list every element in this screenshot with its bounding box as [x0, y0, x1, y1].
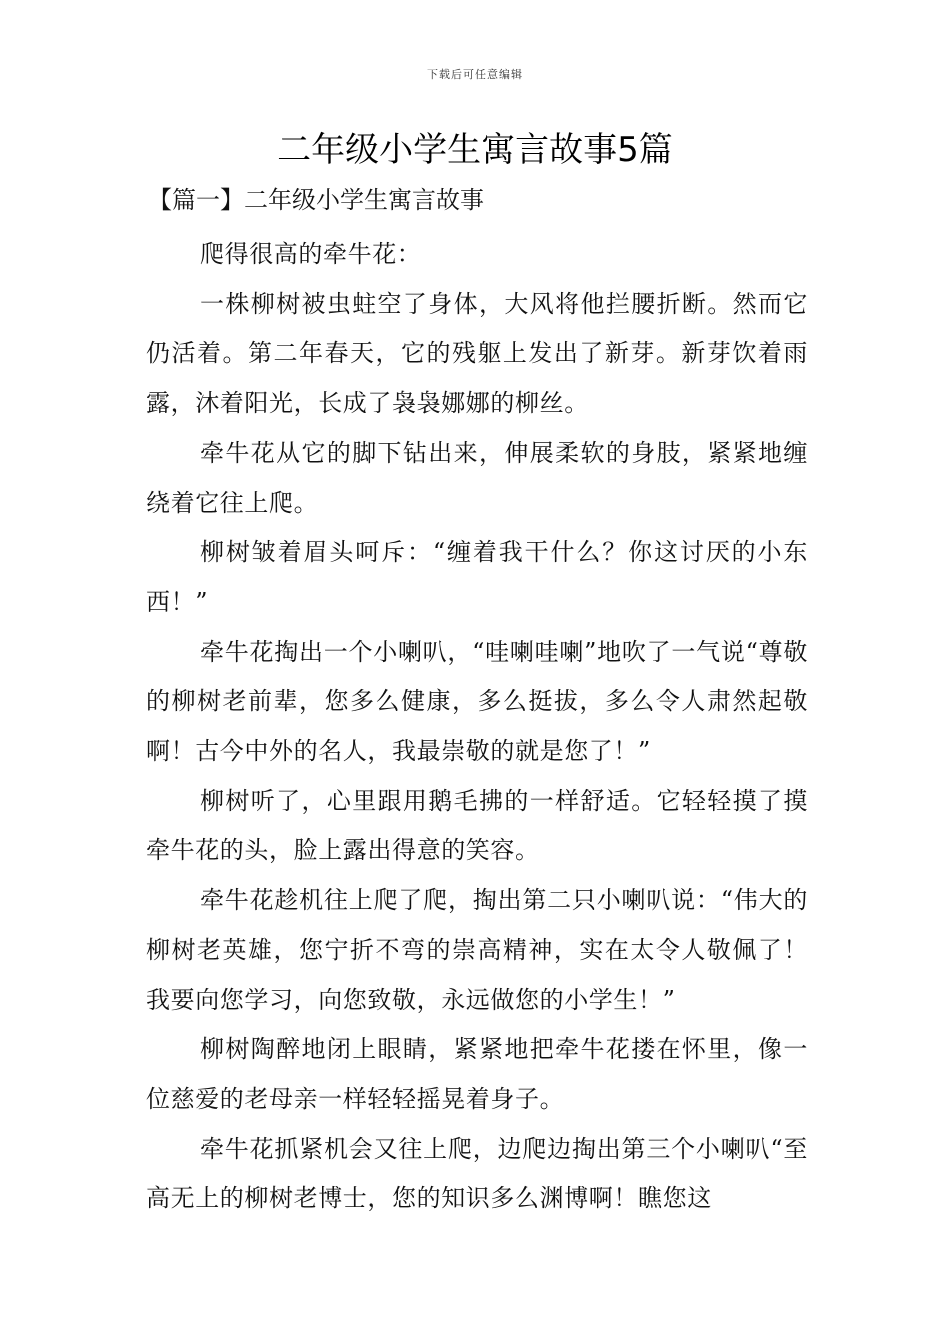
- section-heading: 【篇一】二年级小学生寓言故事: [148, 186, 484, 214]
- paragraph: 柳树皱着眉头呵斥：“缠着我干什么？你这讨厌的小东西！”: [146, 538, 808, 616]
- paragraph: 爬得很高的牵牛花：: [200, 240, 422, 268]
- paragraph: 牵牛花抓紧机会又往上爬，边爬边掏出第三个小喇叭“至高无上的柳树老博士，您的知识多么渊博啊！瞧您这: [146, 1134, 808, 1213]
- paragraph: 柳树听了，心里跟用鹅毛拂的一样舒适。它轻轻摸了摸牵牛花的头，脸上露出得意的笑容。: [146, 786, 808, 865]
- paragraph: 牵牛花从它的脚下钻出来，伸展柔软的身肢，紧紧地缠绕着它往上爬。: [146, 438, 808, 517]
- paragraph: 牵牛花趁机往上爬了爬，掏出第二只小喇叭说：“伟大的柳树老英雄，您宁折不弯的崇高精神，实在太令人敬佩了！我要向您学习，向您致敬，永远做您的小学生！”: [146, 886, 808, 1014]
- paragraph: 牵牛花掏出一个小喇叭，“哇喇哇喇”地吹了一气说“尊敬的柳树老前辈，您多么健康，多么挺拔，多么令人肃然起敬啊！古今中外的名人，我最崇敬的就是您了！”: [146, 637, 808, 766]
- document-body: [146, 230, 808, 1224]
- document-title: 二年级小学生寓言故事5篇: [277, 130, 673, 170]
- paragraph: 柳树陶醉地闭上眼睛，紧紧地把牵牛花搂在怀里，像一位慈爱的老母亲一样轻轻摇晃着身子。: [146, 1035, 808, 1113]
- page-header-note: 下载后可任意编辑: [427, 68, 523, 81]
- paragraph: 一株柳树被虫蛀空了身体，大风将他拦腰折断。然而它仍活着。第二年春天，它的残躯上发出了新芽。新芽饮着雨露，沐着阳光，长成了袅袅娜娜的柳丝。: [146, 289, 808, 418]
